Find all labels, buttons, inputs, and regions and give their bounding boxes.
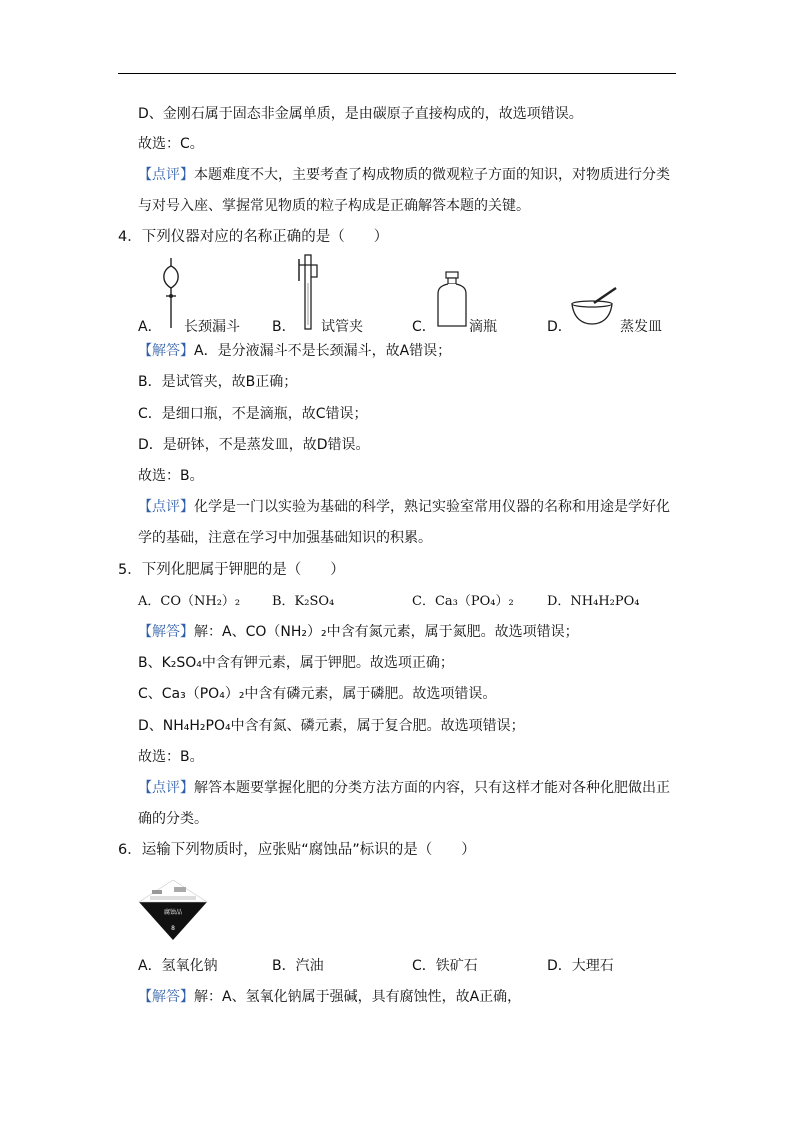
q4-sol-c: C．是细口瓶，不是滴瓶，故C错误； — [138, 406, 368, 422]
corrosive-sign-icon — [138, 880, 208, 942]
q6-option-b: B．汽油 — [272, 958, 324, 974]
q4-option-c-name: 滴瓶 — [469, 319, 497, 335]
solution-tag: 【解答】 — [138, 343, 194, 359]
q5-review-cont: 确的分类。 — [138, 811, 208, 827]
q4-option-d: D． — [547, 319, 572, 335]
narrow-mouth-bottle-icon — [436, 272, 468, 328]
q3-review-cont: 与对号入座、掌握常见物质的粒子构成是正确解答本题的关键。 — [138, 198, 530, 214]
q4-sol-d: D．是研钵，不是蒸发皿，故D错误。 — [138, 437, 370, 453]
q4-option-a-name: 长颈漏斗 — [184, 319, 240, 335]
q5-option-a: A．CO（NH₂）₂ — [138, 594, 241, 609]
review-tag: 【点评】 — [138, 499, 194, 515]
q6-solution: 【解答】解：A、氢氧化钠属于强碱，具有腐蚀性，故A正确， — [138, 989, 522, 1005]
q6-option-c: C．铁矿石 — [412, 958, 478, 974]
review-tag: 【点评】 — [138, 780, 194, 796]
q4-option-c: C． — [412, 319, 436, 335]
q5-review: 【点评】解答本题要掌握化肥的分类方法方面的内容，只有这样才能对各种化肥做出正 — [138, 780, 670, 796]
test-tube-holder-icon — [296, 255, 320, 331]
q3-review: 【点评】本题难度不大，主要考查了构成物质的微观粒子方面的知识，对物质进行分类 — [138, 167, 670, 183]
q4-option-b-name: 试管夹 — [321, 319, 363, 335]
q4-stem: 4．下列仪器对应的名称正确的是（ ） — [118, 229, 389, 245]
q4-sol-b: B．是试管夹，故B正确； — [138, 374, 298, 390]
q4-review: 【点评】化学是一门以实验为基础的科学，熟记实验室常用仪器的名称和用途是学好化 — [138, 499, 670, 515]
q5-stem: 5．下列化肥属于钾肥的是（ ） — [118, 562, 345, 578]
mortar-pestle-icon — [570, 286, 620, 328]
q4-answer: 故选：B。 — [138, 468, 204, 484]
corrosive-sign-label: 腐蚀品 — [163, 909, 183, 916]
q5-answer: 故选：B。 — [138, 749, 204, 765]
q5-sol-b: B、K₂SO₄中含有钾元素，属于钾肥。故选项正确； — [138, 655, 454, 671]
q5-option-b: B．K₂SO₄ — [272, 594, 335, 609]
corrosive-sign-number: 8 — [171, 925, 175, 932]
q4-option-d-name: 蒸发皿 — [620, 319, 662, 335]
solution-tag: 【解答】 — [138, 989, 194, 1005]
q5-sol-c: C、Ca₃（PO₄）₂中含有磷元素，属于磷肥。故选项错误。 — [138, 686, 497, 702]
review-tag: 【点评】 — [138, 167, 194, 183]
q3-line-d: D、金刚石属于固态非金属单质，是由碳原子直接构成的，故选项错误。 — [138, 106, 583, 122]
q4-option-a: A． — [138, 319, 162, 335]
solution-tag: 【解答】 — [138, 624, 194, 640]
q4-option-b: B． — [272, 319, 296, 335]
separatory-funnel-icon — [158, 258, 184, 330]
header-rule — [118, 73, 676, 74]
q5-sol-d: D、NH₄H₂PO₄中含有氮、磷元素，属于复合肥。故选项错误； — [138, 718, 525, 734]
q4-review-cont: 学的基础，注意在学习中加强基础知识的积累。 — [138, 530, 432, 546]
q5-option-d: D．NH₄H₂PO₄ — [547, 594, 640, 609]
q6-option-d: D．大理石 — [547, 958, 614, 974]
q5-solution: 【解答】解：A、CO（NH₂）₂中含有氮元素，属于氮肥。故选项错误； — [138, 624, 579, 640]
q5-option-c: C．Ca₃（PO₄）₂ — [412, 594, 514, 609]
q6-option-a: A．氢氧化钠 — [138, 958, 218, 974]
q3-answer: 故选：C。 — [138, 136, 204, 152]
q6-stem: 6．运输下列物质时，应张贴“腐蚀品”标识的是（ ） — [118, 842, 476, 858]
q4-solution: 【解答】A．是分液漏斗不是长颈漏斗，故A错误； — [138, 343, 452, 359]
